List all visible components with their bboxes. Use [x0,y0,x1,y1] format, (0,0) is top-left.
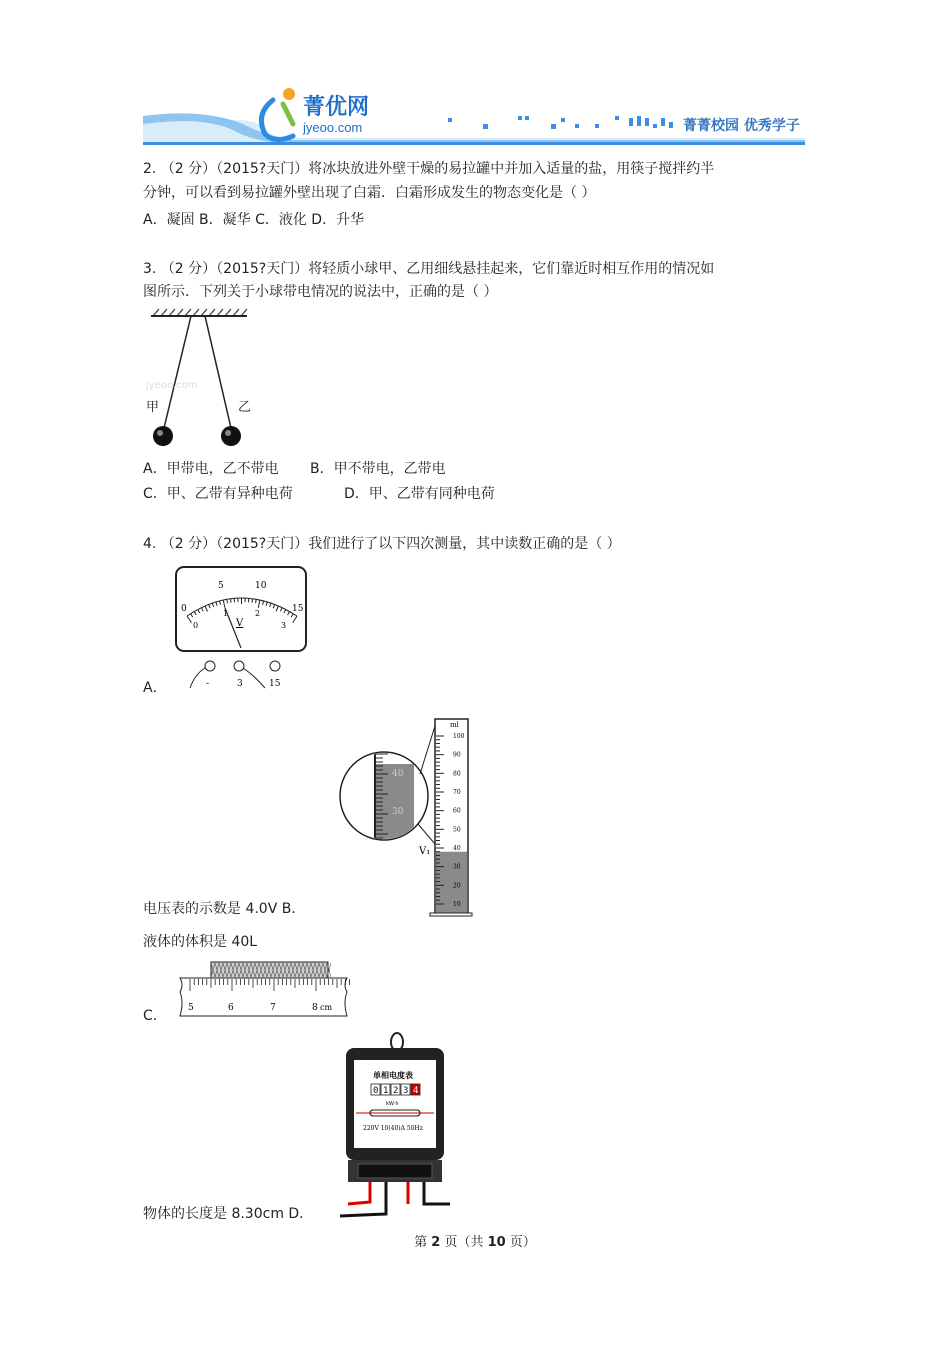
q4-text-b: 液体的体积是 40L [143,934,258,950]
q3-option-a: A．甲带电，乙不带电 [143,461,279,477]
q3-line2: 图所示．下列关于小球带电情况的说法中，正确的是（ ） [143,284,498,300]
logo-url: jyeoo.com [303,120,363,135]
page-footer [0,1231,950,1250]
ruler-unit: cm [320,1003,333,1012]
jyeoo-logo-icon [261,88,295,140]
cylinder-mark-10: 10 [453,900,461,908]
voltmeter-figure [175,566,310,696]
header-slogan: 菁菁校园 优秀学子 [683,118,800,134]
q2-line1: 2. （2 分）（2015?天门）将冰块放进外壁干燥的易拉罐中并加入适量的盐，用筷子搅拌约半 [143,161,715,177]
meter-digit-3: 3 [403,1086,409,1096]
cylinder-mark-70: 70 [453,788,461,796]
terminal-neg: - [206,679,210,689]
zoom-mark-30: 30 [392,807,404,817]
volt-unit: V [236,618,244,629]
q4-option-c-label: C． [143,1008,167,1024]
volt-top-5: 5 [218,581,224,591]
meter-digit-2: 2 [393,1086,399,1096]
cylinder-mark-60: 60 [453,807,461,815]
q3-option-b: B．甲不带电，乙带电 [310,461,446,477]
q3-line1: 3. （2 分）（2015?天门）将轻质小球甲、乙用细线悬挂起来，它们靠近时相互作用的情况如 [143,261,715,277]
page-header [143,80,805,152]
footer-total: 10 [487,1235,506,1250]
terminal-3: 3 [237,679,243,689]
ruler-figure [175,960,355,1020]
meter-unit: kW·h [386,1101,399,1107]
q3-option-d: D．甲、乙带有同种电荷 [344,486,495,502]
thread-jia [164,316,191,428]
cylinder-mark-40: 40 [453,844,461,852]
footer-middle: 页（共 [440,1235,488,1250]
cylinder-v1: V₁ [419,846,431,857]
label-yi: 乙 [238,400,252,415]
label-jia: 甲 [146,400,160,415]
q3-option-c: C．甲、乙带有异种电荷 [143,486,293,502]
cylinder-mark-80: 80 [453,770,461,778]
q2-options: A．凝固 B．凝华 C．液化 D．升华 [143,212,365,228]
q4-option-a-label: A． [143,680,167,696]
ball-jia [153,426,173,446]
ruler-mark-6: 6 [228,1003,234,1013]
volt-bottom-0: 0 [193,621,199,630]
volt-bottom-1: 1 [223,609,229,618]
cylinder-figure [340,714,475,919]
meter-rating: 220V 10(40)A 50Hz [363,1125,423,1132]
footer-page: 2 [431,1235,441,1250]
q2-line2: 分钟，可以看到易拉罐外壁出现了白霜．白霜形成发生的物态变化是（ ） [143,185,596,201]
cylinder-mark-100: 100 [453,733,465,740]
volt-bottom-2: 2 [255,609,261,618]
meter-title: 单相电度表 [373,1071,413,1080]
ruler-mark-5: 5 [188,1003,194,1013]
logo-text: 菁优网 [303,95,370,120]
cylinder-mark-50: 50 [453,826,461,834]
footer-suffix: 页） [505,1235,536,1250]
terminal-15: 15 [269,679,281,689]
ruler-mark-8: 8 [312,1003,318,1013]
cylinder-mark-90: 90 [453,751,461,759]
volt-top-15: 15 [292,604,304,614]
ruler-mark-7: 7 [270,1003,276,1013]
electric-meter-figure [340,1032,455,1222]
ball-yi [221,426,241,446]
q4-text-c: 物体的长度是 8.30cm D． [143,1206,314,1222]
volt-top-10: 10 [255,581,267,591]
cylinder-unit: ml [450,721,459,729]
volt-top-0: 0 [181,604,187,614]
footer-prefix: 第 [414,1235,432,1250]
watermark: jyeoo.com [146,380,198,391]
meter-digit-4: 4 [413,1086,419,1096]
meter-digit-1: 1 [383,1086,389,1096]
thread-yi [205,316,231,428]
q4-text-a: 电压表的示数是 4.0V B． [143,901,306,917]
meter-digit-0: 0 [373,1086,379,1096]
cylinder-mark-20: 20 [453,882,461,890]
volt-bottom-3: 3 [281,621,287,630]
zoom-mark-40: 40 [392,769,404,779]
cylinder-mark-30: 30 [453,863,461,871]
q4-line1: 4. （2 分）（2015?天门）我们进行了以下四次测量，其中读数正确的是（ ） [143,536,621,552]
